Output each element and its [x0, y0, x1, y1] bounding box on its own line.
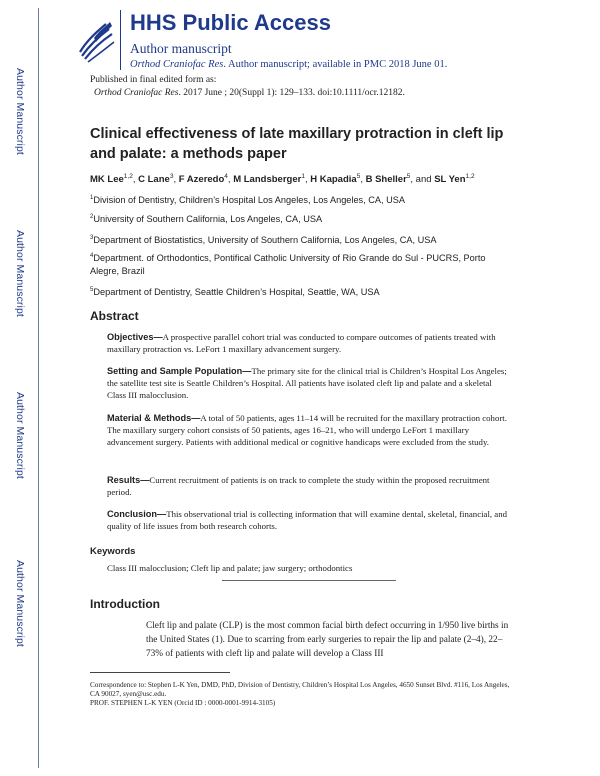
- paper-title: Clinical effectiveness of late maxillary protraction in cleft lip and palate: a methods paper: [90, 126, 504, 162]
- author-separator: ,: [360, 174, 366, 186]
- abstract-label: Material & Methods—: [107, 413, 201, 423]
- header-availability: . Author manuscript; available in PMC 2018 June 01.: [223, 59, 448, 70]
- affiliation-number: 3: [90, 235, 94, 241]
- author-name: SL Yen: [434, 174, 466, 186]
- abstract-conclusion: [107, 508, 512, 532]
- side-label-3: Author Manuscript: [14, 392, 26, 479]
- abstract-text: The primary site for the clinical trial is Children’s Hospital Los Angeles; the satellite test site is Seattle Children’s Hospital. All patients have isolated cleft lip and palate and a skeletal Class III malocclusion.: [107, 366, 507, 400]
- publication-info-line1: Published in final edited form as:: [90, 75, 217, 85]
- citation-journal: Orthod Craniofac Res: [94, 88, 179, 98]
- affiliation-text: Department. of Orthodontics, Pontifical Catholic University of Rio Grande do Sul - PUCRS, Porto Alegre, Brazil: [90, 253, 486, 277]
- header-divider: [120, 10, 121, 70]
- author-name: C Lane: [138, 174, 170, 186]
- abstract-text: This observational trial is collecting information that will examine dental, skeletal, financial, and quality of life issues from both research cohorts.: [107, 509, 507, 531]
- author-separator: ,: [227, 174, 234, 186]
- author-separator: , and: [410, 174, 435, 186]
- affiliation-number: 2: [90, 214, 94, 220]
- publication-info: [90, 74, 405, 100]
- abstract-text: A prospective parallel cohort trial was conducted to compare outcomes of patients treated with maxillary protraction vs. LeFort 1 maxillary advancement surgery.: [107, 332, 496, 354]
- author-affiliation-ref: 5: [406, 173, 411, 180]
- affiliation-number: 4: [90, 253, 94, 259]
- keywords-list: Class III malocclusion; Cleft lip and palate; jaw surgery; orthodontics: [107, 563, 353, 573]
- affiliation-3: [90, 232, 516, 247]
- author-affiliation-ref: 5: [356, 173, 361, 180]
- affiliation-5: [90, 284, 516, 299]
- side-rule: [38, 8, 39, 768]
- author-name: H Kapadia: [310, 174, 357, 186]
- affiliation-4: [90, 250, 516, 278]
- introduction-text: Cleft lip and palate (CLP) is the most common facial birth defect occurring in 1/950 live births in the United States (1). Due to scarring from early surgeries to repair the lip and palate (2–4), 22–73% of patients with cleft lip and palate will develop a Class III: [146, 621, 509, 659]
- author-separator: ,: [304, 174, 311, 186]
- author-affiliation-ref: 1,2: [465, 173, 475, 180]
- author-name: B Sheller: [365, 174, 407, 186]
- abstract-label: Setting and Sample Population—: [107, 366, 252, 376]
- abstract-label: Conclusion—: [107, 509, 167, 519]
- author-affiliation-ref: 4: [224, 173, 228, 180]
- affiliation-text: Department of Dentistry, Seattle Children’s Hospital, Seattle, WA, USA: [93, 287, 380, 298]
- author-list: [90, 173, 475, 185]
- publication-info-line2: [90, 87, 405, 100]
- header: [76, 8, 576, 72]
- header-subtitle: Author manuscript: [130, 41, 232, 56]
- footnote-divider: [90, 672, 230, 673]
- author-name: F Azeredo: [178, 174, 225, 186]
- header-title: HHS Public Access: [130, 10, 331, 35]
- affiliation-number: 5: [90, 287, 94, 293]
- correspondence-footnote: [90, 681, 520, 708]
- affiliation-number: 1: [90, 195, 94, 201]
- side-label-2: Author Manuscript: [14, 230, 26, 317]
- abstract-objectives: [107, 331, 512, 355]
- affiliation-text: Department of Biostatistics, University of Southern California, Los Angeles, CA, USA: [93, 235, 437, 246]
- header-journal-line: [130, 59, 447, 70]
- abstract-label: Results—: [107, 475, 150, 485]
- author-affiliation-ref: 1: [301, 173, 305, 180]
- affiliation-text: University of Southern California, Los Angeles, CA, USA: [93, 214, 323, 225]
- author-affiliation-ref: 3: [169, 173, 174, 180]
- abstract-heading: Abstract: [90, 309, 139, 323]
- keywords-divider: [222, 580, 396, 581]
- abstract-results: [107, 474, 512, 498]
- author-affiliation-ref: 1,2: [123, 173, 133, 180]
- abstract-methods: [107, 412, 512, 448]
- author-name: M Landsberger: [233, 174, 302, 186]
- keywords-heading: Keywords: [90, 546, 136, 557]
- correspondence-line: Correspondence to: Stephen L-K Yen, DMD, PhD, Division of Dentistry, Children’s Hospital Los Angeles, 4650 Sunset Blvd. #116, Los Angeles, CA 90027, syen@usc.edu.: [90, 681, 510, 698]
- author-separator: ,: [132, 174, 139, 186]
- abstract-text: A total of 50 patients, ages 11–14 will be recruited for the maxillary protraction cohort. The maxillary surgery cohort consists of 50 patients, ages 16–21, who will undergo LeFort 1 maxillary advancement surgery. Patients with additional medical or cognitive handicaps were excluded from the study.: [107, 413, 507, 447]
- citation-details: . 2017 June ; 20(Suppl 1): 129–133. doi:10.1111/ocr.12182.: [178, 88, 405, 98]
- author-separator: ,: [173, 174, 179, 186]
- author-name: MK Lee: [90, 174, 124, 186]
- abstract-text: Current recruitment of patients is on track to complete the study within the proposed recruitment period.: [107, 475, 490, 497]
- introduction-heading: Introduction: [90, 597, 160, 611]
- header-journal-name: Orthod Craniofac Res: [130, 59, 224, 70]
- affiliation-text: Division of Dentistry, Children’s Hospital Los Angeles, Los Angeles, CA, USA: [93, 195, 406, 206]
- affiliation-1: [90, 192, 516, 207]
- abstract-label: Objectives—: [107, 332, 163, 342]
- affiliation-2: [90, 211, 516, 226]
- side-label-4: Author Manuscript: [14, 560, 26, 647]
- orcid-line: PROF. STEPHEN L-K YEN (Orcid ID : 0000-0001-9914-3105): [90, 699, 276, 707]
- abstract-setting: [107, 365, 512, 401]
- hhs-eagle-logo-icon: [76, 12, 118, 64]
- side-label-1: Author Manuscript: [14, 68, 26, 155]
